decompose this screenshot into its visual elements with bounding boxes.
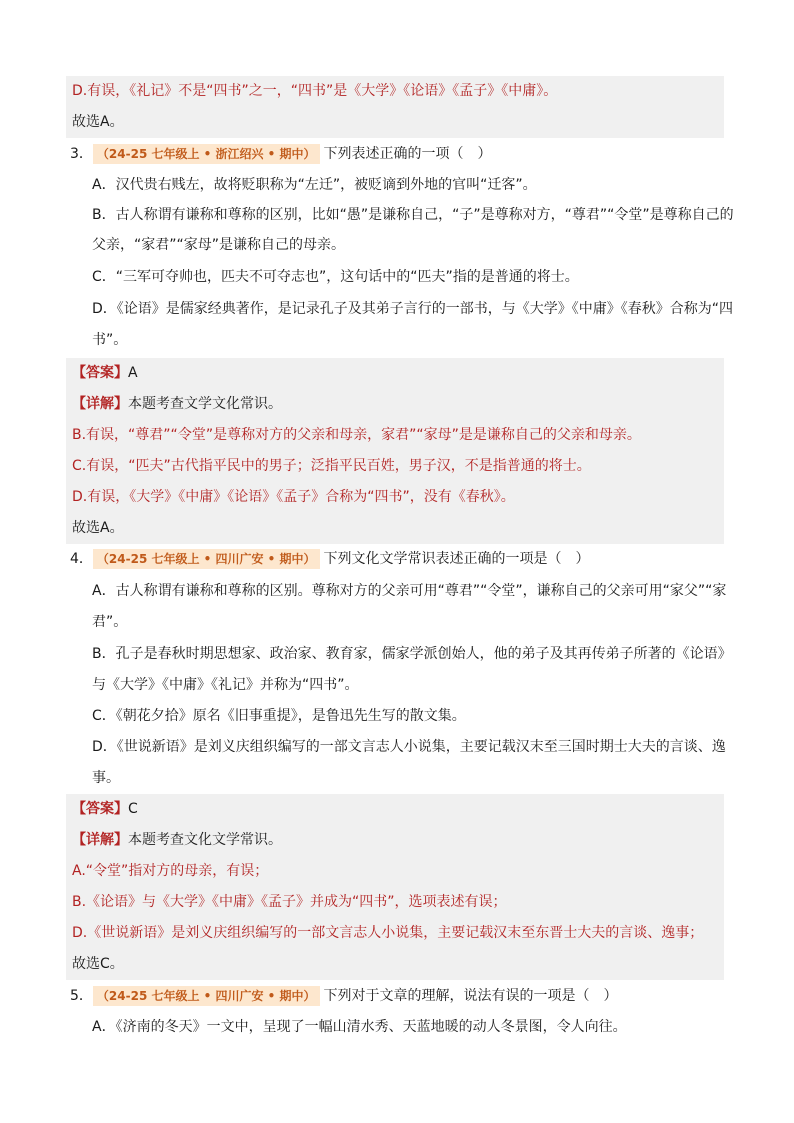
choose-line: 故选C。: [72, 956, 124, 972]
answer-label: 【答案】: [72, 801, 128, 817]
option-b: B．古人称谓有谦称和尊称的区别，比如“愚”是谦称自己，“子”是尊称对方，“尊君”“令堂”是尊称自己的: [92, 207, 734, 223]
detail-line: [72, 825, 282, 856]
choose-line: 故选A。: [72, 114, 124, 130]
analysis-line: B.有误，“尊君”“令堂”是尊称对方的父亲和母亲，家君”“家母”是是谦称自己的父亲和母亲。: [72, 427, 641, 443]
analysis-line: B.《论语》与《大学》《中庸》《孟子》并成为“四书”，选项表述有误；: [72, 894, 507, 910]
detail-label: 【详解】: [72, 832, 128, 848]
question-text: 下列对于文章的理解，说法有误的一项是（ ）: [323, 988, 618, 1004]
question-text: 下列文化文学常识表述正确的一项是（ ）: [323, 551, 590, 567]
question-number: 3．: [70, 146, 93, 162]
option-a-cont: 君”。: [92, 614, 128, 630]
detail-text: 本题考查文学文化常识。: [128, 396, 282, 412]
choose-line: 故选A。: [72, 520, 124, 536]
source-tag: （24-25 七年级上 • 四川广安 • 期中）: [93, 549, 320, 569]
question-stem: [70, 981, 618, 1012]
answer-line: [72, 358, 138, 389]
question-stem: [70, 139, 492, 170]
option-a: A．汉代贵右贱左，故将贬职称为“左迁”，被贬谪到外地的官叫“迁客”。: [92, 177, 537, 193]
detail-line: [72, 389, 282, 420]
analysis-line: D.有误，《礼记》不是“四书”之一，“四书”是《大学》《论语》《孟子》《中庸》。: [72, 83, 558, 99]
option-d-cont: 书”。: [92, 332, 128, 348]
answer-label: 【答案】: [72, 365, 128, 381]
option-a: A．古人称谓有谦称和尊称的区别。尊称对方的父亲可用“尊君”“令堂”，谦称自己的父亲可用“家父”“家: [92, 583, 727, 599]
question-stem: [70, 544, 590, 575]
answer-value: C: [128, 801, 138, 817]
detail-text: 本题考查文化文学常识。: [128, 832, 282, 848]
option-c: C．《朝花夕拾》原名《旧事重提》，是鲁迅先生写的散文集。: [92, 708, 466, 724]
analysis-line: D.有误，《大学》《中庸》《论语》《孟子》合称为“四书”，没有《春秋》。: [72, 489, 515, 505]
source-tag: （24-25 七年级上 • 浙江绍兴 • 期中）: [93, 144, 320, 164]
option-b-cont: 与《大学》《中庸》《礼记》并称为“四书”。: [92, 677, 359, 693]
question-number: 5．: [70, 988, 93, 1004]
source-tag: （24-25 七年级上 • 四川广安 • 期中）: [93, 986, 320, 1006]
option-a: A．《济南的冬天》一文中，呈现了一幅山清水秀、天蓝地暖的动人冬景图，令人向往。: [92, 1019, 627, 1035]
option-b: B．孔子是春秋时期思想家、政治家、教育家，儒家学派创始人，他的弟子及其再传弟子所著的《论语》: [92, 646, 732, 662]
analysis-line: D.《世说新语》是刘义庆组织编写的一部文言志人小说集，主要记载汉末至东晋士大夫的言谈、逸事；: [72, 925, 704, 941]
answer-value: A: [128, 365, 138, 381]
question-number: 4．: [70, 551, 93, 567]
option-c: C．“三军可夺帅也，匹夫不可夺志也”，这句话中的“匹夫”指的是普通的将士。: [92, 269, 579, 285]
question-text: 下列表述正确的一项（ ）: [323, 146, 492, 162]
option-d: D．《世说新语》是刘义庆组织编写的一部文言志人小说集，主要记载汉末至三国时期士大夫的言谈、逸: [92, 739, 726, 755]
option-d: D．《论语》是儒家经典著作，是记录孔子及其弟子言行的一部书，与《大学》《中庸》《春秋》合称为“四: [92, 301, 734, 317]
option-b-cont: 父亲，“家君”“家母”是谦称自己的母亲。: [92, 237, 346, 253]
detail-label: 【详解】: [72, 396, 128, 412]
answer-line: [72, 794, 138, 825]
option-d-cont: 事。: [92, 770, 120, 786]
analysis-line: A.“令堂”指对方的母亲，有误；: [72, 863, 269, 879]
analysis-line: C.有误，“匹夫”古代指平民中的男子；泛指平民百姓，男子汉，不是指普通的将士。: [72, 458, 591, 474]
